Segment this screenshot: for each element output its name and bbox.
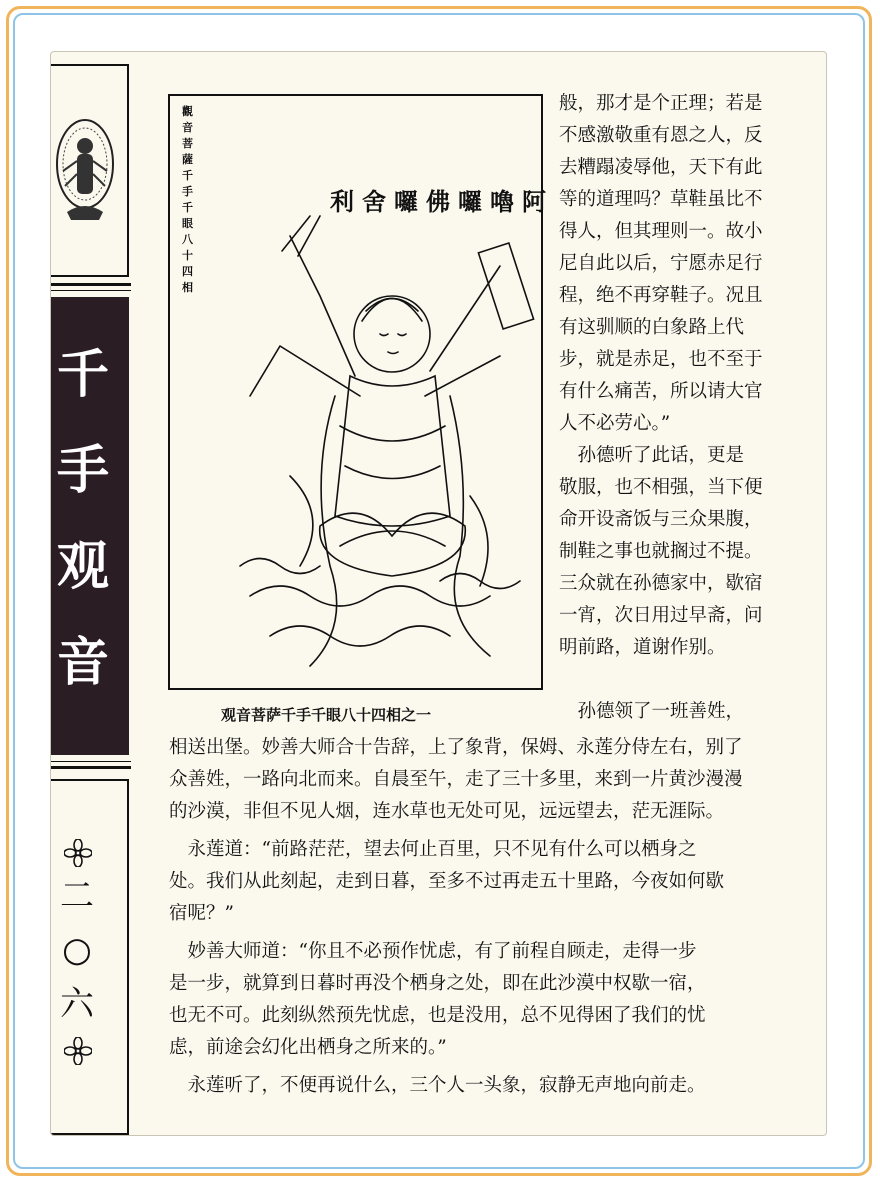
spine-rule-bottom-thin	[51, 761, 131, 762]
figure-caption: 观音菩萨千手千眼八十四相之一	[221, 706, 432, 724]
text-line: 虑，前途会幻化出栖身之所来的。”	[169, 1037, 447, 1058]
spine-rule-top-thin	[51, 290, 131, 291]
title-char-1: 千	[56, 344, 109, 405]
page-number-char-3: 六	[60, 984, 94, 1024]
text-line: 孙德听了此话，更是	[559, 445, 745, 466]
text-line: 人不必劳心。”	[559, 413, 671, 434]
text-line: 妙善大师道：“你且不必预作忧虑，有了前程自顾走，走得一步	[169, 941, 697, 962]
text-line: 处。我们从此刻起，走到日暮，至多不过再走五十里路，今夜如何歇	[169, 871, 725, 892]
text-line: 命开设斋饭与三众果腹，	[559, 509, 763, 530]
page-number-char-1: 二	[60, 876, 94, 916]
book-page	[50, 51, 827, 1136]
text-line: 有什么痛苦，所以请大官	[559, 381, 763, 402]
flower-ornament-icon	[64, 1037, 92, 1065]
title-char-4: 音	[56, 632, 109, 693]
text-line: 明前路，道谢作别。	[559, 637, 726, 658]
text-line: 三众就在孙德家中，歇宿	[559, 573, 763, 594]
text-line: 得人，但其理则一。故小	[559, 221, 763, 242]
text-line: 程，绝不再穿鞋子。况且	[559, 285, 763, 306]
spine-rule-bottom	[51, 766, 131, 769]
text-line: 不感激敬重有恩之人，反	[559, 125, 763, 146]
text-line: 宿呢？”	[169, 903, 234, 924]
flower-ornament-icon	[64, 839, 92, 867]
guanyin-emblem-icon	[55, 116, 115, 226]
text-line: 制鞋之事也就搁过不提。	[559, 541, 763, 562]
page-number-char-2: ○	[62, 930, 92, 970]
illustration-vertical-caption: 觀音菩薩千手千眼八十四相	[182, 105, 193, 294]
text-line: 永莲道：“前路茫茫，望去何止百里，只不见有什么可以栖身之	[169, 839, 697, 860]
text-line: 孙德领了一班善姓，	[559, 701, 745, 722]
text-line: 尼自此以后，宁愿赤足行	[559, 253, 763, 274]
text-line: 也无不可。此刻纵然预先忧虑，也是没用，总不见得困了我们的忧	[169, 1005, 706, 1026]
text-line: 去糟蹋凌辱他，天下有此	[559, 157, 763, 178]
text-line: 步，就是赤足，也不至于	[559, 349, 763, 370]
title-char-2: 手	[56, 440, 109, 501]
title-char-3: 观	[56, 536, 109, 597]
spine-rule-top	[51, 283, 131, 286]
text-line: 众善姓，一路向北而来。自晨至午，走了三十多里，来到一片黄沙漫漫	[169, 769, 743, 790]
text-line: 敬服，也不相强，当下便	[559, 477, 763, 498]
spine-book-title	[51, 297, 129, 755]
text-line: 相送出堡。妙善大师合十告辞，上了象背，保姆、永莲分侍左右，别了	[169, 737, 743, 758]
illustration-title: 阿嚕囉佛囉舍利	[330, 187, 554, 216]
text-line: 有这驯顺的白象路上代	[559, 317, 745, 338]
text-line: 的沙漠，非但不见人烟，连水草也无处可见，远远望去，茫无涯际。	[169, 801, 725, 822]
spine-emblem-box	[51, 64, 129, 277]
text-line: 般，那才是个正理；若是	[559, 93, 763, 114]
spine-page-number-box	[51, 779, 129, 1135]
text-line: 永莲听了，不便再说什么，三个人一头象，寂静无声地向前走。	[169, 1075, 706, 1096]
text-line: 等的道理吗？草鞋虽比不	[559, 189, 763, 210]
text-line: 一宵，次日用过早斋，问	[559, 605, 763, 626]
text-line: 是一步，就算到日暮时再没个栖身之处，即在此沙漠中权歇一宿，	[169, 973, 706, 994]
guanyin-illustration	[168, 94, 554, 690]
